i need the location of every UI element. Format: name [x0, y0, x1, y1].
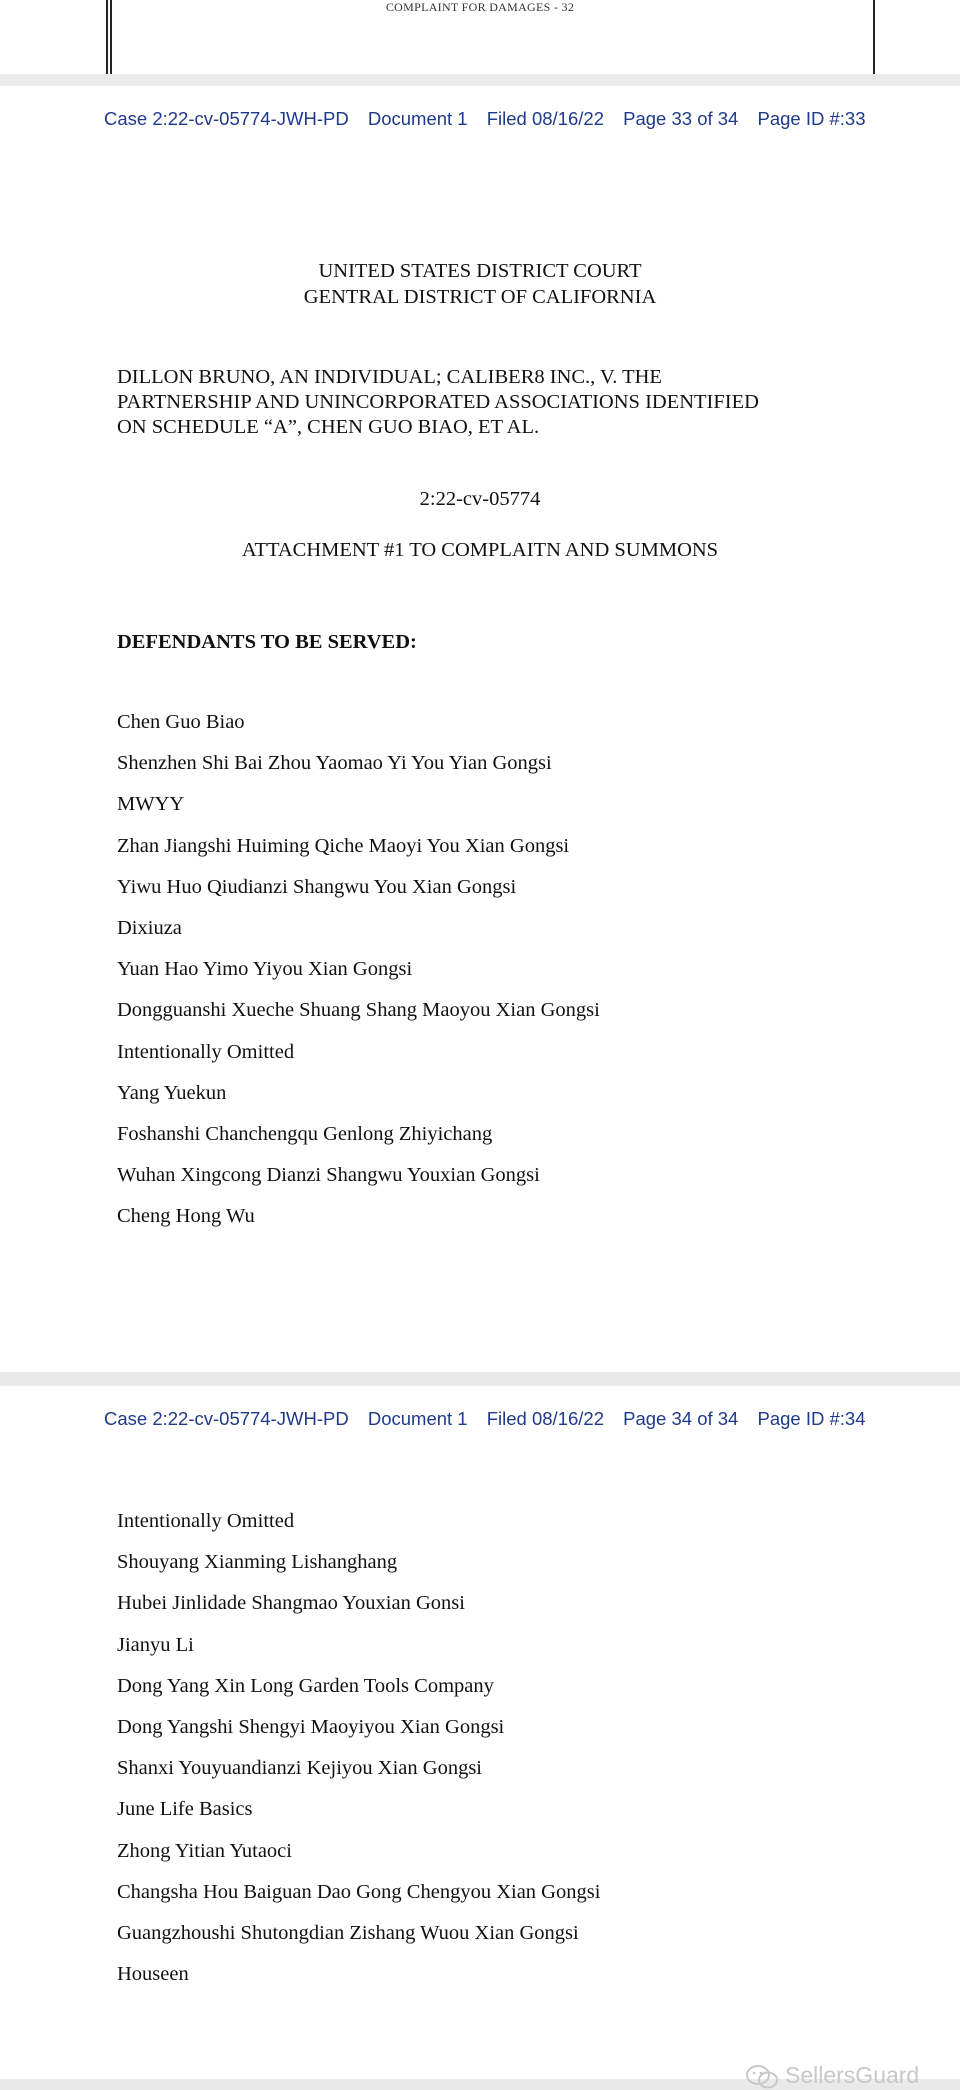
- list-item: Dong Yang Xin Long Garden Tools Company: [117, 1674, 494, 1697]
- list-item: Chen Guo Biao: [117, 711, 245, 733]
- list-item: Houseen: [117, 1963, 189, 1986]
- case-number-label: Case 2:22-cv-05774-JWH-PD: [104, 1408, 349, 1429]
- case-header: [104, 1408, 960, 1430]
- wechat-icon: [745, 2064, 779, 2090]
- caption-line: PARTNERSHIP AND UNINCORPORATED ASSOCIATIONS IDENTIFIED: [117, 391, 759, 413]
- caption-line: ON SCHEDULE “A”, CHEN GUO BIAO, ET AL.: [117, 416, 540, 438]
- page-id-label: Page ID #:34: [757, 1408, 866, 1429]
- defendants-list-continued: [117, 1501, 600, 1995]
- list-item: Zhong Yitian Yutaoci: [117, 1839, 292, 1862]
- list-item: Hubei Jinlidade Shangmao Youxian Gonsi: [117, 1592, 465, 1615]
- case-number-label: Case 2:22-cv-05774-JWH-PD: [104, 108, 349, 129]
- list-item: Dongguanshi Xueche Shuang Shang Maoyou Xian Gongsi: [117, 999, 600, 1022]
- document-label: Document 1: [367, 1408, 468, 1429]
- court-name: UNITED STATES DISTRICT COURT: [318, 260, 642, 282]
- list-item: MWYY: [117, 793, 185, 816]
- list-item: Intentionally Omitted: [117, 1040, 295, 1063]
- watermark-text: SellersGuard: [785, 2062, 920, 2088]
- list-item: Jianyu Li: [117, 1633, 194, 1656]
- defendants-list: [117, 702, 600, 1237]
- page-id-label: Page ID #:33: [757, 108, 866, 129]
- page-32-fragment: [0, 0, 960, 74]
- list-item: June Life Basics: [117, 1798, 253, 1821]
- case-caption: [117, 365, 759, 440]
- list-item: Shenzhen Shi Bai Zhou Yaomao Yi You Yian Gongsi: [117, 752, 552, 775]
- court-district: GENTRAL DISTRICT OF CALIFORNIA: [303, 286, 657, 308]
- list-item: Yiwu Huo Qiudianzi Shangwu You Xian Gongsi: [117, 875, 517, 898]
- list-item: Yang Yuekun: [117, 1081, 227, 1104]
- list-item: Wuhan Xingcong Dianzi Shangwu Youxian Gongsi: [117, 1164, 540, 1187]
- caption-line: DILLON BRUNO, AN INDIVIDUAL; CALIBER8 INC., V. THE: [117, 366, 662, 388]
- list-item: Shanxi Youyuandianzi Kejiyou Xian Gongsi: [117, 1757, 482, 1780]
- filed-date-label: Filed 08/16/22: [486, 1408, 604, 1429]
- page-count-label: Page 34 of 34: [623, 1408, 739, 1429]
- list-item: Changsha Hou Baiguan Dao Gong Chengyou Xian Gongsi: [117, 1880, 601, 1903]
- list-item: Guangzhoushi Shutongdian Zishang Wuou Xian Gongsi: [117, 1921, 579, 1944]
- watermark: [745, 2060, 919, 2090]
- filed-date-label: Filed 08/16/22: [486, 108, 604, 129]
- list-item: Zhan Jiangshi Huiming Qiche Maoyi You Xian Gongsi: [117, 834, 570, 857]
- attachment-title: ATTACHMENT #1 TO COMPLAITN AND SUMMONS: [241, 539, 719, 561]
- list-item: Shouyang Xianming Lishanghang: [117, 1551, 398, 1574]
- page-33: [0, 86, 960, 1372]
- page-count-label: Page 33 of 34: [623, 108, 739, 129]
- list-item: Dong Yangshi Shengyi Maoyiyou Xian Gongsi: [117, 1715, 505, 1738]
- case-header: [104, 108, 960, 130]
- defendants-heading: DEFENDANTS TO BE SERVED:: [117, 631, 417, 653]
- list-item: Dixiuza: [117, 916, 182, 939]
- list-item: Cheng Hong Wu: [117, 1205, 255, 1228]
- case-number: 2:22-cv-05774: [419, 488, 541, 510]
- page-34: [0, 1386, 960, 2079]
- list-item: Yuan Hao Yimo Yiyou Xian Gongsi: [117, 958, 413, 981]
- page-footer: COMPLAINT FOR DAMAGES - 32: [385, 0, 575, 14]
- document-label: Document 1: [367, 108, 468, 129]
- list-item: Intentionally Omitted: [117, 1510, 295, 1532]
- list-item: Foshanshi Chanchengqu Genlong Zhiyichang: [117, 1122, 493, 1145]
